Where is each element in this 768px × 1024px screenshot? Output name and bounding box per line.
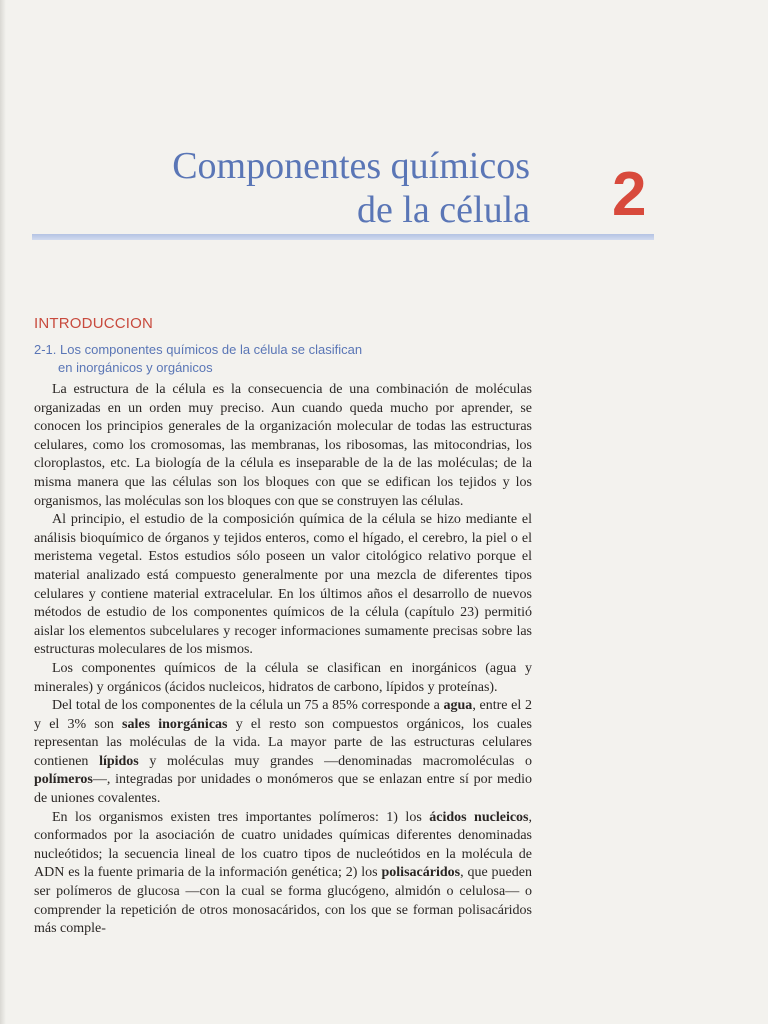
paragraph-4-text-1: Del total de los componentes de la célula un 75 a 85% corresponde a	[52, 698, 444, 714]
paragraph-4-text-4: y moléculas muy grandes —denominadas macromoléculas o	[138, 753, 533, 769]
paragraph-4-text-3: y el resto son compuestos orgánicos, los cuales representan las moléculas de la vida. La mayor parte de las estructuras celulares contienen	[34, 716, 532, 769]
chapter-title	[110, 144, 530, 232]
paragraph-4-text-5: —, integradas por unidades o monómeros que se enlazan entre sí por medio de uniones covalentes.	[34, 772, 532, 807]
title-divider	[32, 234, 654, 240]
term-polimeros: polímeros	[34, 772, 93, 788]
chapter-number: 2	[612, 160, 647, 229]
term-sales-inorganicas: sales inorgánicas	[122, 716, 228, 732]
paragraph-5-text-2: , conformados por la asociación de cuatro unidades químicas diferentes denominadas nucleótidos; la secuencia lineal de los cuatro tipos de nucleótidos en la molécula de ADN es la fuente primaria de la información genética; 2) los	[34, 809, 532, 881]
chapter-title-line-1: Componentes químicos	[172, 145, 530, 187]
paragraph-2: Al principio, el estudio de la composición química de la célula se hizo mediante el análisis bioquímico de órganos y tejidos enteros, como el hígado, el cerebro, la piel o el meristema vegetal. Estos estudios sólo poseen un valor citológico relativo porque el material analizado está compuesto generalmente por una mezcla de diferentes tipos celulares y contiene material extracelular. En los últimos años el desarrollo de nuevos métodos de estudio de los componentes químicos de la célula (capítulo 23) permitió aislar los elementos subcelulares y recoger informaciones sumamente precisas sobre las estructuras moleculares de los mismos.	[34, 512, 532, 658]
paragraph-4	[34, 697, 532, 809]
term-acidos-nucleicos: ácidos nucleicos	[429, 809, 529, 825]
term-lipidos: lípidos	[99, 753, 139, 769]
chapter-title-line-2: de la célula	[356, 189, 530, 231]
paragraph-5	[34, 809, 532, 939]
paragraph-5-text-3: , que pueden ser polímeros de glucosa —con la cual se forma glucógeno, almidón o celulosa— o comprender la repetición de otros monosacáridos, con los que se forman polisacáridos más comple-	[34, 865, 532, 937]
subsection-heading-line-2: en inorgánicos y orgánicos	[58, 360, 213, 375]
paragraph-1: La estructura de la célula es la consecuencia de una combinación de moléculas organizadas en un orden muy preciso. Aun cuando queda mucho por aprender, se conocen los principios generales de la organización molecular de todas las estructuras celulares, como los cromosomas, las membranas, los ribosomas, las mitocondrias, los cloroplastos, etc. La biología de la célula es inseparable de la de las moléculas; de la misma manera que las células son los bloques con que se edifican los tejidos y los organismos, las moléculas son los bloques con que se construyen las células.	[34, 382, 532, 509]
paragraph-5-text-1: En los organismos existen tres importantes polímeros: 1) los	[52, 809, 430, 825]
paragraph-3: Los componentes químicos de la célula se clasifican en inorgánicos (agua y minerales) y orgánicos (ácidos nucleicos, hidratos de carbono, lípidos y proteínas).	[34, 660, 532, 695]
paragraph-4-text-2: , entre el 2 y el 3% son	[34, 698, 532, 732]
body-text	[34, 381, 532, 939]
section-heading: INTRODUCCION	[34, 315, 154, 332]
page-edge-shadow	[0, 0, 6, 1024]
term-agua: agua	[443, 698, 473, 714]
term-polisacaridos: polisacáridos	[381, 865, 461, 881]
subsection-heading-line-1: 2-1. Los componentes químicos de la célula se clasifican	[34, 342, 363, 357]
subsection-heading	[34, 341, 474, 377]
